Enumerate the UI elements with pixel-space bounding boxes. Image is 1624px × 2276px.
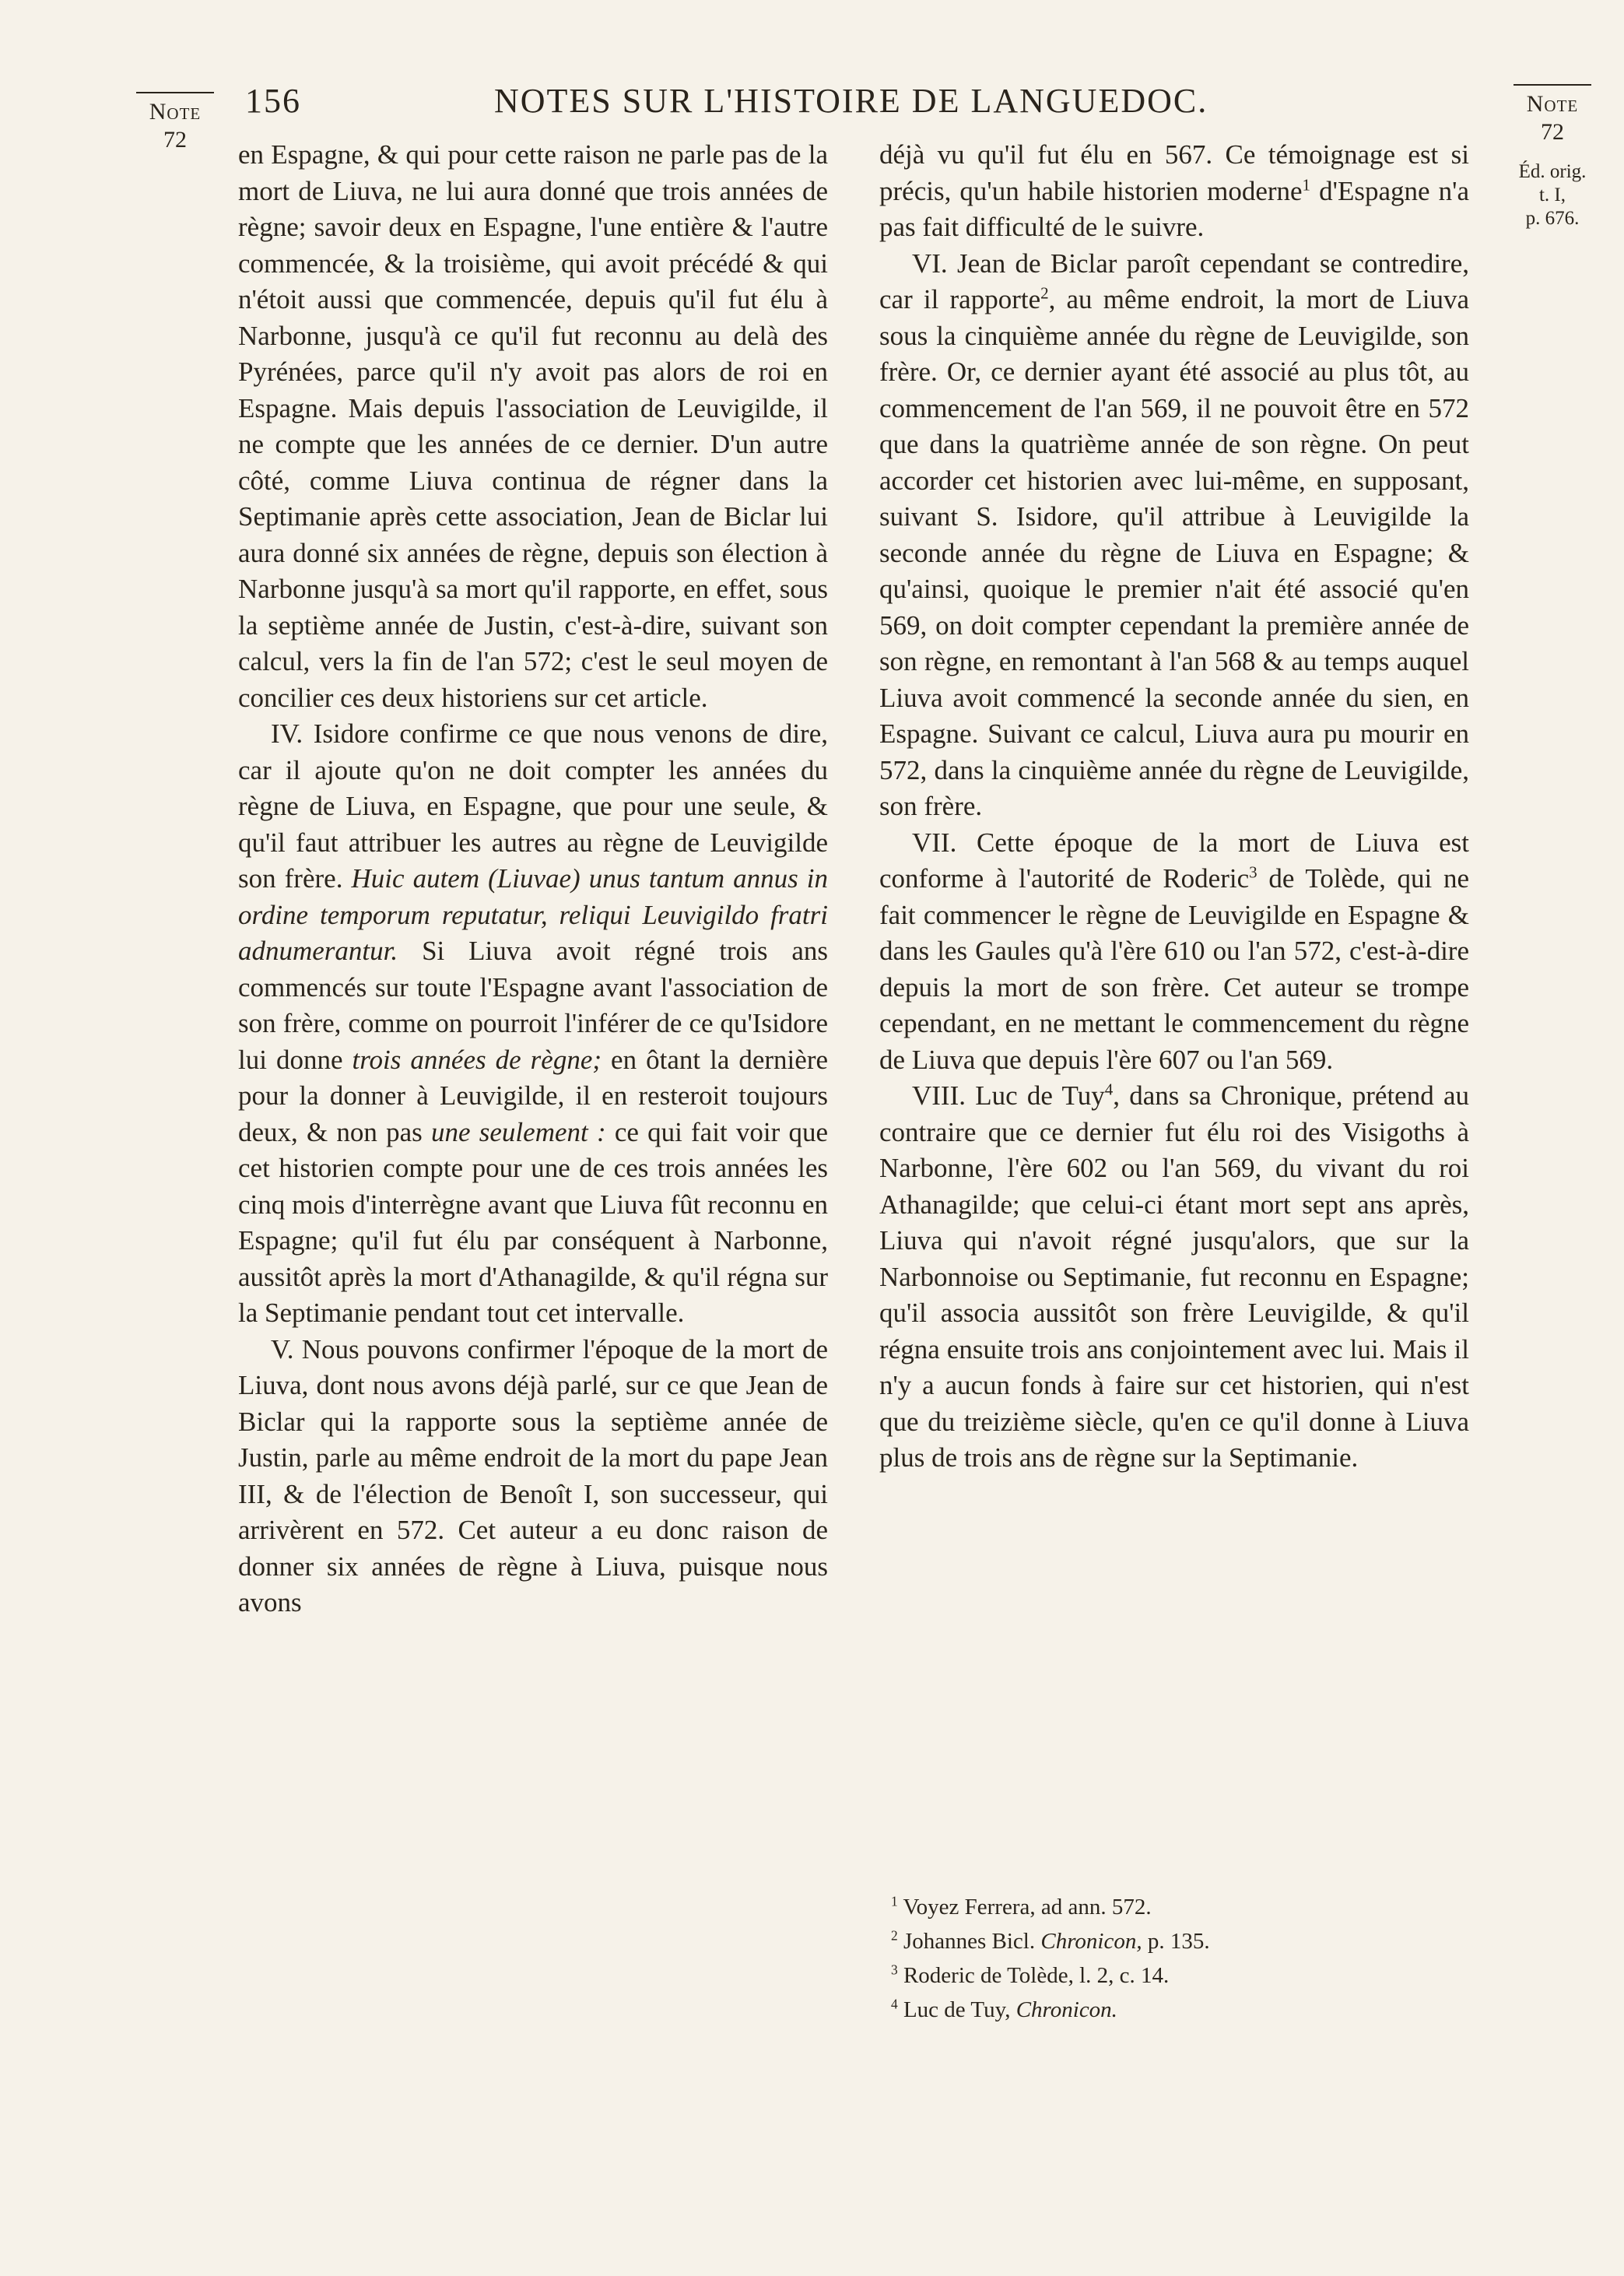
running-title: NOTES SUR L'HISTOIRE DE LANGUEDOC. bbox=[494, 82, 1208, 120]
orig-edition-label: Éd. orig. bbox=[1518, 161, 1587, 182]
footnote-italic: Chronicon, bbox=[1040, 1929, 1142, 1954]
text-run: VII. Cette époque de la mort de Liuva est conforme à l'autorité de Roderic bbox=[879, 827, 1469, 894]
footnote-ref[interactable]: 2 bbox=[1040, 283, 1049, 303]
text-run: de Tolède, qui ne fait commencer le règne de Leuvigilde en Espagne & dans les Gaules qu'à l'ère 610 ou l'an 572, c'est-à-dire depuis la mort de son frère. Cet auteur se trompe cependant, en ne mettant le commencement du règne de Liuva que depuis l'ère 607 ou l'an 569. bbox=[879, 863, 1469, 1075]
footnote bbox=[891, 1890, 1436, 1924]
footnote-italic: Chronicon. bbox=[1015, 1997, 1117, 2022]
margin-rule bbox=[1514, 84, 1591, 86]
footnote bbox=[891, 1993, 1436, 2027]
left-column bbox=[238, 137, 828, 1621]
footnote-text: Johannes Bicl. bbox=[903, 1929, 1036, 1954]
footnote-mark: 1 bbox=[891, 1893, 898, 1909]
text-run: IV. Isidore confirme ce que nous venons de dire, car il ajoute qu'on ne doit compter les années du règne de Liuva, en Espagne, que pour une seule, & qu'il faut attribuer les autres au règne de Leuvigilde son frère. bbox=[238, 718, 828, 894]
text-run: déjà vu qu'il fut élu en 567. Ce témoignage est si précis, qu'un habile historien moderne bbox=[879, 139, 1469, 206]
footnote bbox=[891, 1958, 1436, 1993]
footnote-text: Roderic de Tolède, l. 2, c. 14. bbox=[903, 1963, 1170, 1988]
paragraph-vi bbox=[879, 246, 1469, 825]
footnote-text: Voyez Ferrera, ad ann. 572. bbox=[903, 1895, 1152, 1919]
margin-note-number: 72 bbox=[163, 127, 187, 153]
text-run: , au même endroit, la mort de Liuva sous la cinquième année du règne de Leuvigilde, son frère. Or, ce dernier ayant été associé au plus tôt, au commencement de l'an 569, il ne pouvoit être en 572 que dans la quatrième année de son règne. On peut accorder cet historien avec lui-même, en supposant, suivant S. Isidore, qu'il attribue à Leuvigilde la seconde année du règne de Liuva en Espagne; & qu'ainsi, quoique le premier n'ait été associé qu'en 569, on doit compter cependant la première année de son règne, en remontant à l'an 568 & au temps auquel Liuva avoit commencé la seconde année du sien, en Espagne. Suivant ce calcul, Liuva aura pu mourir en 572, dans la cinquième année du règne de Leuvigilde, son frère. bbox=[879, 284, 1469, 821]
footnote-ref[interactable]: 3 bbox=[1249, 862, 1257, 882]
footnote-text: p. 135. bbox=[1147, 1929, 1210, 1954]
footnote-mark: 2 bbox=[891, 1927, 898, 1944]
footnote bbox=[891, 1924, 1436, 1958]
text-run: VIII. Luc de Tuy bbox=[912, 1080, 1105, 1111]
footnote-text: Luc de Tuy, bbox=[903, 1997, 1011, 2022]
text-run: Si Liuva avoit régné trois ans commencés sur toute l'Espagne avant l'association de son frère, comme on pourroit l'inférer de ce qu'Isidore lui donne bbox=[238, 936, 828, 1075]
footnote-mark: 3 bbox=[891, 1962, 898, 1978]
italic-run: trois années de règne; bbox=[352, 1044, 602, 1075]
margin-note-label: Note bbox=[1526, 91, 1579, 117]
orig-page: p. 676. bbox=[1525, 208, 1580, 229]
text-run: ce qui fait voir que cet historien compte pour une de ces trois années les cinq mois d'interrègne avant que Liuva fût reconnu en Espagne; qu'il fut élu par conséquent à Narbonne, aussitôt après la mort d'Athanagilde, & qu'il régna sur la Septimanie pendant tout cet intervalle. bbox=[238, 1116, 829, 1328]
paragraph-v-continued bbox=[879, 137, 1469, 246]
paragraph-iv bbox=[238, 716, 828, 1332]
orig-volume: t. I, bbox=[1538, 184, 1566, 205]
footnote-ref[interactable]: 1 bbox=[1302, 174, 1311, 194]
paragraph-viii bbox=[879, 1078, 1469, 1477]
paragraph-vii bbox=[879, 825, 1469, 1079]
text-run: d'Espagne n'a pas fait difficulté de le suivre. bbox=[879, 175, 1470, 242]
margin-rule bbox=[136, 92, 214, 93]
text-run: VI. Jean de Biclar paroît cependant se contredire, car il rapporte bbox=[879, 248, 1469, 314]
margin-note-label: Note bbox=[149, 99, 202, 125]
footnotes bbox=[891, 1890, 1436, 2027]
paragraph-continued: en Espagne, & qui pour cette raison ne parle pas de la mort de Liuva, ne lui aura donné que trois années de règne; savoir deux en Espagne, l'une entière & l'autre commencée, & la troisième, qui avoit précédé & qui n'étoit aussi que commencée, depuis qu'il fut élu à Narbonne, jusqu'à ce qu'il fut reconnu au delà des Pyrénées, parce qu'il n'y avoit pas alors de roi en Espagne. Mais depuis l'association de Leuvigilde, il ne compte que les années de ce dernier. D'un autre côté, comme Liuva continua de régner dans la Septimanie après cette association, Jean de Biclar lui aura donné six années de règne, depuis son élection à Narbonne jusqu'à sa mort qu'il rapporte, en effet, sous la septième année de Justin, c'est-à-dire, suivant son calcul, vers la fin de l'an 572; c'est le seul moyen de concilier ces deux historiens sur cet article. bbox=[238, 139, 828, 713]
original-edition-ref bbox=[1498, 160, 1607, 230]
italic-run: une seulement : bbox=[431, 1116, 606, 1147]
margin-note-right bbox=[1498, 84, 1607, 230]
margin-note-number: 72 bbox=[1541, 119, 1564, 145]
text-run: en ôtant la dernière pour la donner à Leuvigilde, il en resteroit toujours deux, & non pas bbox=[238, 1044, 829, 1147]
text-run: , dans sa Chronique, prétend au contraire que ce dernier fut élu roi des Visigoths à Narbonne, l'ère 602 ou l'an 569, du vivant du roi Athanagilde; que celui-ci étant mort sept ans après, Liuva qui n'avoit régné jusqu'alors, que sur la Narbonnoise ou Septimanie, fut reconnu en Espagne; qu'il associa aussitôt son frère Leuvigilde, & qu'il régna ensuite trois ans conjointement avec lui. Mais il n'y a aucun fonds à faire sur cet historien, qui n'est que du treizième siècle, qu'en ce qu'il donne à Liuva plus de trois ans de règne sur la Septimanie. bbox=[879, 1080, 1469, 1473]
margin-note-left bbox=[132, 92, 218, 154]
latin-quote: Huic autem (Liuvae) unus tantum annus in ordine temporum reputatur, reliqui Leuvigildo fratri adnumerantur. bbox=[238, 863, 829, 966]
right-column bbox=[879, 137, 1469, 1477]
paragraph-v: V. Nous pouvons confirmer l'époque de la mort de Liuva, dont nous avons déjà parlé, sur ce que Jean de Biclar qui la rapporte sous la septième année de Justin, parle au même endroit de la mort du pape Jean III, & de l'élection de Benoît I, son successeur, qui arrivèrent en 572. Cet auteur a eu donc raison de donner six années de règne à Liuva, puisque nous avons bbox=[238, 1333, 828, 1617]
page-number: 156 bbox=[245, 82, 301, 120]
footnote-ref[interactable]: 4 bbox=[1104, 1080, 1114, 1099]
footnote-mark: 4 bbox=[891, 1996, 898, 2012]
